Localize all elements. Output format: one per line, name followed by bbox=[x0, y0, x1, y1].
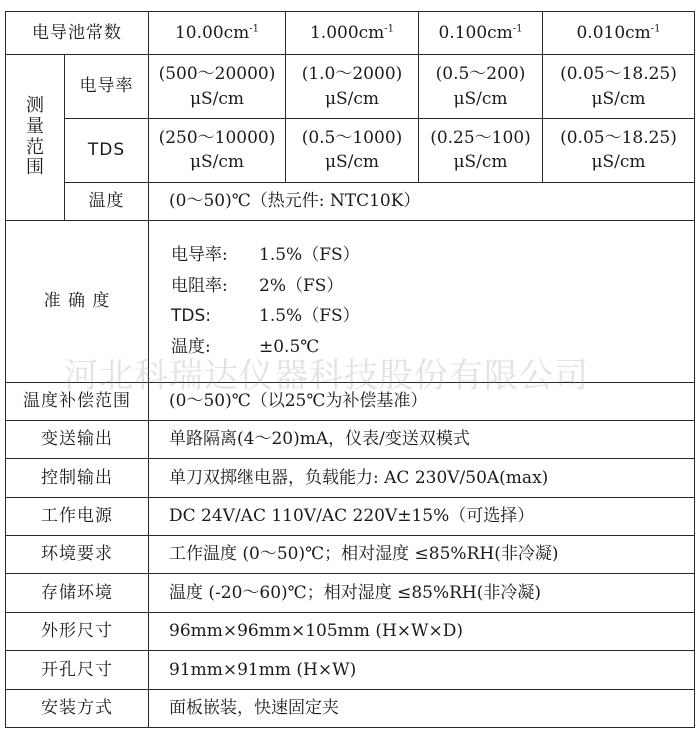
accuracy-line-resistivity: 电阻率: 2%（FS） bbox=[171, 275, 344, 296]
cell-constant-label: 电导池常数 bbox=[6, 12, 149, 55]
cell-temperature-value: (0～50)℃（热元件: NTC10K） bbox=[149, 182, 695, 220]
spec-table bbox=[5, 11, 695, 728]
temperature-row bbox=[6, 182, 695, 220]
cell-row-value: 单路隔离(4～20)mA，仪表/变送双模式 bbox=[149, 420, 695, 458]
cell-row-value: (0～50)℃（以25℃为补偿基准） bbox=[149, 382, 695, 420]
cell-conductivity-label: 电导率 bbox=[65, 55, 149, 119]
cell-row-label: 外形尺寸 bbox=[6, 612, 149, 650]
accuracy-row bbox=[6, 221, 695, 383]
accuracy-line-conductivity: 电导率: 1.5%（FS） bbox=[171, 245, 360, 266]
table-row bbox=[6, 574, 695, 612]
cell-row-value: 温度 (-20～60)℃；相对湿度 ≤85%RH(非冷凝) bbox=[149, 574, 695, 612]
cell-constant-2: $1.000cm^{-1}$ bbox=[286, 12, 419, 55]
cell-constant-1: $10.00cm^{-1}$ bbox=[149, 12, 286, 55]
cell-row-label: 安装方式 bbox=[6, 689, 149, 727]
table-row bbox=[6, 612, 695, 650]
cell-tds-label: TDS bbox=[65, 119, 149, 183]
cell-row-value: 面板嵌装，快速固定夹 bbox=[149, 689, 695, 727]
cell-row-label: 工作电源 bbox=[6, 497, 149, 535]
table-row bbox=[6, 382, 695, 420]
table-row bbox=[6, 497, 695, 535]
cell-row-value: 91mm×91mm (H×W) bbox=[149, 651, 695, 689]
measurement-range-char-4: 围 bbox=[26, 157, 44, 179]
cell-tds-1: (250～10000) μS/cm bbox=[149, 119, 286, 183]
table-row bbox=[6, 420, 695, 458]
accuracy-line-tds: TDS: 1.5%（FS） bbox=[171, 306, 360, 327]
conductivity-row bbox=[6, 55, 695, 119]
cell-constant-3: $0.100cm^{-1}$ bbox=[419, 12, 543, 55]
cell-row-label: 环境要求 bbox=[6, 536, 149, 574]
cell-row-value: 单刀双掷继电器，负载能力: AC 230V/50A(max) bbox=[149, 459, 695, 497]
table-row bbox=[6, 459, 695, 497]
cell-tds-2: (0.5～1000) μS/cm bbox=[286, 119, 419, 183]
measurement-range-char-2: 量 bbox=[26, 116, 44, 138]
measurement-range-char-3: 范 bbox=[26, 136, 44, 158]
cell-constant-4: $0.010cm^{-1}$ bbox=[543, 12, 695, 55]
table-row bbox=[6, 536, 695, 574]
cell-row-label: 变送输出 bbox=[6, 420, 149, 458]
cell-row-value: 工作温度 (0～50)℃；相对湿度 ≤85%RH(非冷凝) bbox=[149, 536, 695, 574]
table-row bbox=[6, 651, 695, 689]
cell-conductivity-3: (0.5～200) μS/cm bbox=[419, 55, 543, 119]
company-watermark: 河北科瑞达仪器科技股份有限公司 bbox=[64, 356, 589, 396]
cell-tds-4: (0.05～18.25) μS/cm bbox=[543, 119, 695, 183]
measurement-range-char-1: 测 bbox=[26, 95, 44, 117]
cell-constant-row bbox=[6, 12, 695, 55]
cell-conductivity-2: (1.0～2000) μS/cm bbox=[286, 55, 419, 119]
cell-conductivity-1: (500～20000) μS/cm bbox=[149, 55, 286, 119]
cell-row-value: 96mm×96mm×105mm (H×W×D) bbox=[149, 612, 695, 650]
table-row bbox=[6, 689, 695, 727]
measurement-range-label bbox=[6, 96, 64, 179]
cell-row-label: 存储环境 bbox=[6, 574, 149, 612]
cell-accuracy-values bbox=[149, 221, 695, 383]
cell-row-label: 开孔尺寸 bbox=[6, 651, 149, 689]
tds-row bbox=[6, 119, 695, 183]
cell-temperature-label: 温度 bbox=[65, 182, 149, 220]
cell-row-label: 控制输出 bbox=[6, 459, 149, 497]
cell-row-value: DC 24V/AC 110V/AC 220V±15%（可选择） bbox=[149, 497, 695, 535]
cell-measurement-range-label bbox=[6, 55, 65, 221]
cell-conductivity-4: (0.05～18.25) μS/cm bbox=[543, 55, 695, 119]
cell-tds-3: (0.25～100) μS/cm bbox=[419, 119, 543, 183]
cell-accuracy-label: 准 确 度 bbox=[6, 221, 149, 383]
cell-row-label: 温度补偿范围 bbox=[6, 382, 149, 420]
accuracy-line-temperature: 温度: ±0.5℃ bbox=[171, 336, 320, 357]
